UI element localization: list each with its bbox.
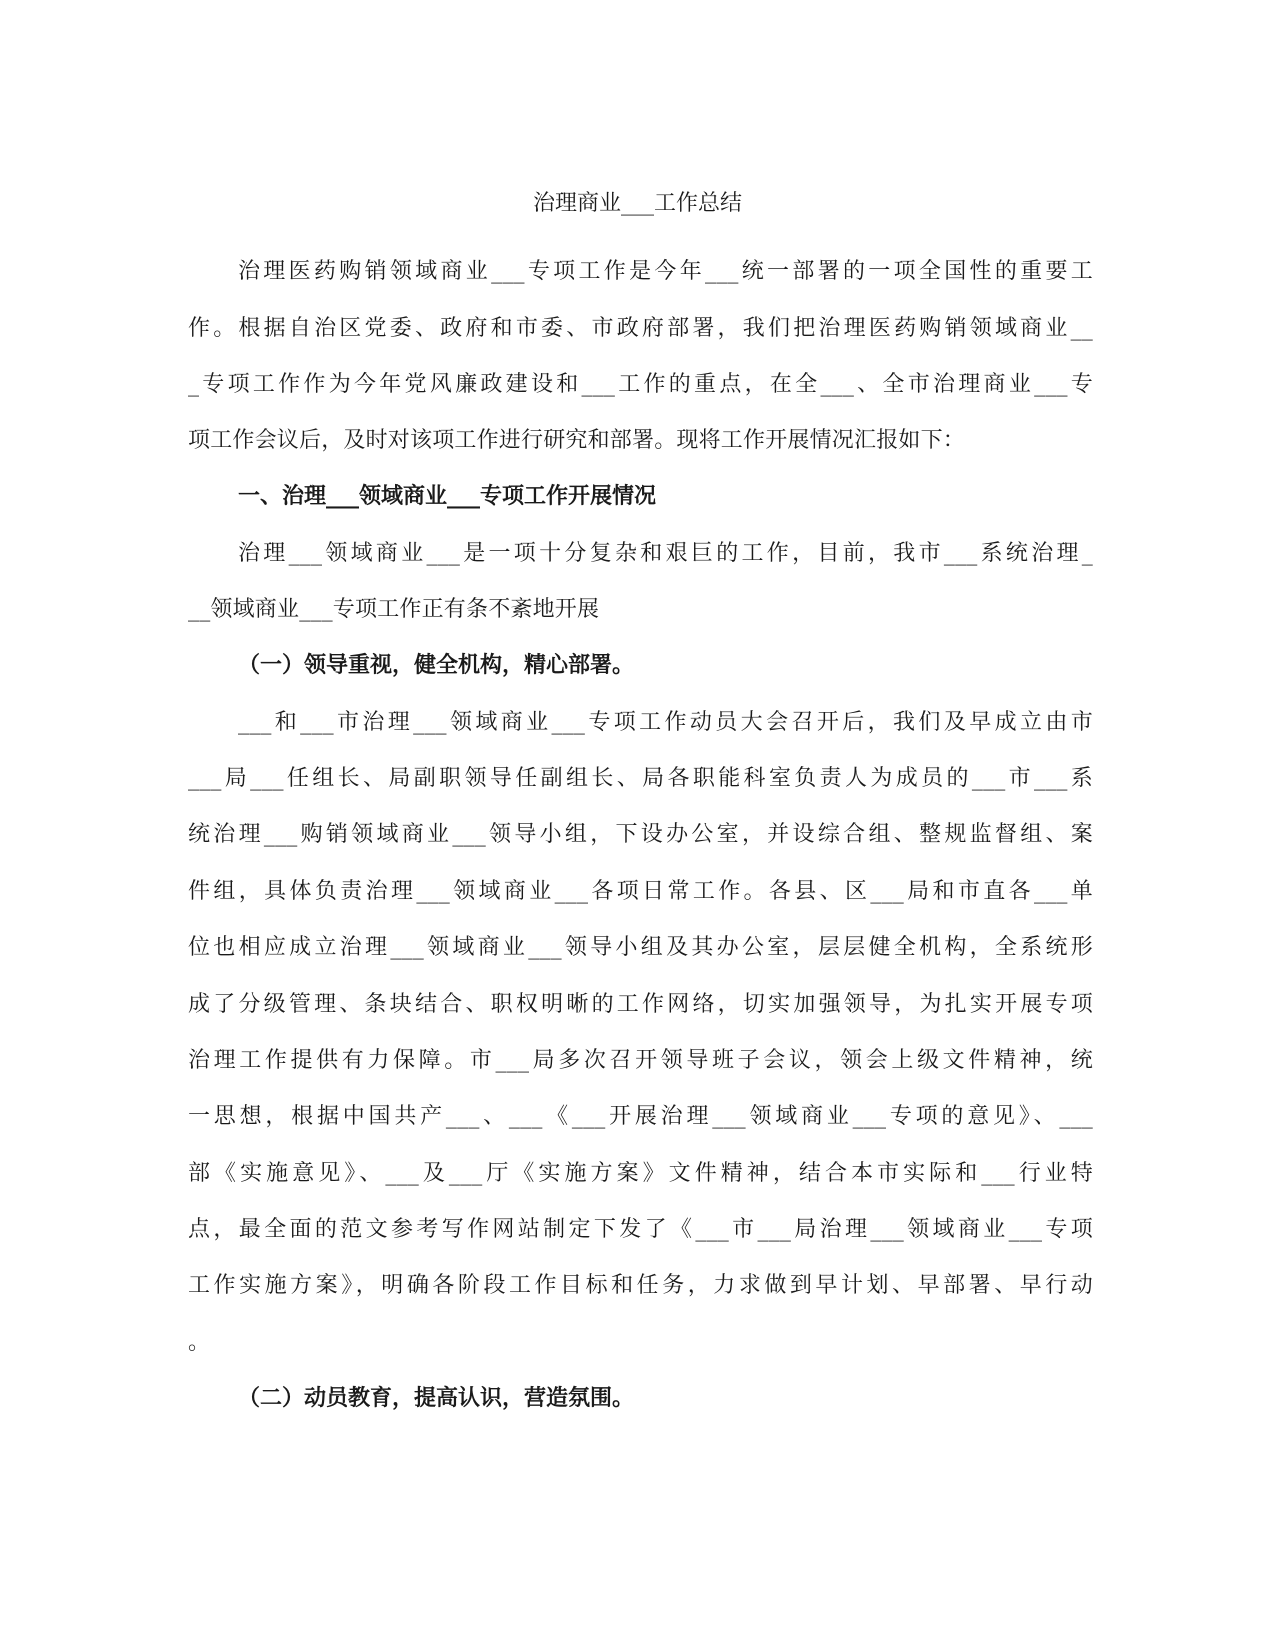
paragraph-line: _专项工作作为今年党风廉政建设和___工作的重点，在全___、全市治理商业___专 <box>188 372 1093 397</box>
paragraph-line: 统治理___购销领域商业___领导小组，下设办公室，并设综合组、整规监督组、案 <box>188 822 1093 847</box>
paragraph-line: 治理工作提供有力保障。市___局多次召开领导班子会议，领会上级文件精神，统 <box>188 1048 1093 1073</box>
paragraph-line: ___和___市治理___领域商业___专项工作动员大会召开后，我们及早成立由市 <box>238 710 1093 735</box>
subsection-heading: （二）动员教育，提高认识，营造氛围。 <box>238 1386 635 1411</box>
paragraph-line: 治理医药购销领域商业___专项工作是今年___统一部署的一项全国性的重要工 <box>238 259 1093 284</box>
paragraph-line: 点，最全面的范文参考写作网站制定下发了《___市___局治理___领域商业___专项 <box>188 1217 1093 1242</box>
paragraph-line: 部《实施意见》、___及___厅《实施方案》文件精神，结合本市实际和___行业特 <box>188 1161 1093 1186</box>
paragraph-line: 项工作会议后，及时对该项工作进行研究和部署。现将工作开展情况汇报如下： <box>188 428 966 453</box>
paragraph-line: 位也相应成立治理___领域商业___领导小组及其办公室，层层健全机构，全系统形 <box>188 935 1093 960</box>
paragraph-line: 件组，具体负责治理___领域商业___各项日常工作。各县、区___局和市直各___单 <box>188 879 1093 904</box>
paragraph-line: 治理___领域商业___是一项十分复杂和艰巨的工作，目前，我市___系统治理_ <box>238 541 1093 566</box>
paragraph-line: 成了分级管理、条块结合、职权明晰的工作网络，切实加强领导，为扎实开展专项 <box>188 992 1093 1017</box>
paragraph-line: 一思想，根据中国共产___、___《___开展治理___领域商业___专项的意见》、___ <box>188 1104 1093 1129</box>
document-title: 治理商业___工作总结 <box>532 191 742 216</box>
paragraph-line: 工作实施方案》，明确各阶段工作目标和任务，力求做到早计划、早部署、早行动 <box>188 1273 1093 1298</box>
paragraph-line: __领域商业___专项工作正有条不紊地开展 <box>188 597 600 622</box>
paragraph-line: 作。根据自治区党委、政府和市委、市政府部署，我们把治理医药购销领域商业__ <box>188 316 1093 341</box>
paragraph-line: 。 <box>188 1330 211 1355</box>
section-heading: 一、治理___领域商业___专项工作开展情况 <box>238 484 657 509</box>
paragraph-line: ___局___任组长、局副职领导任副组长、局各职能科室负责人为成员的___市___系 <box>188 766 1093 791</box>
subsection-heading: （一）领导重视，健全机构，精心部署。 <box>238 653 635 678</box>
